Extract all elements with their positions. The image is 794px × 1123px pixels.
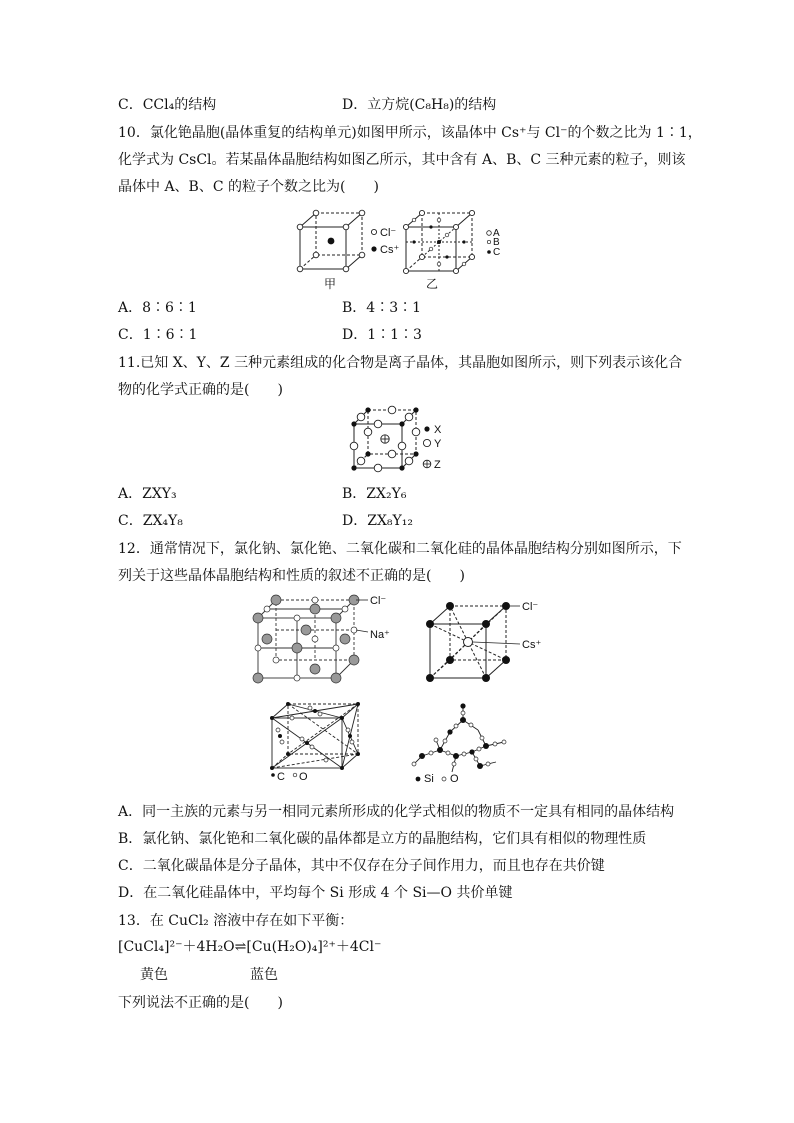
q12-option-b: B．氯化钠、氯化铯和二氧化碳的晶体都是立方的晶胞结构，它们具有相似的物理性质 [118, 831, 647, 847]
caption-jia: 甲 [324, 277, 337, 291]
q10-stem-line1: 10．氯化铯晶胞(晶体重复的结构单元)如图甲所示，该晶体中 Cs⁺与 Cl⁻的个数之比为 1∶1， [118, 125, 702, 141]
co2-legend-c-label: C [277, 771, 285, 783]
q10-stem-line2: 化学式为 CsCl。若某晶体晶胞结构如图乙所示，其中含有 A、B、C 三种元素的粒子，则该 [118, 152, 686, 168]
q11-option-b: B．ZX₂Y₆ [342, 486, 407, 502]
q10-option-a: A．8∶6∶1 [118, 300, 197, 316]
legend-cl-label: Cl⁻ [380, 227, 397, 239]
q11-stem-line2: 物的化学式正确的是( ) [118, 382, 283, 398]
cscl-cell-figure [418, 598, 534, 686]
q13-stem: 13．在 CuCl₂ 溶液中存在如下平衡： [118, 913, 354, 929]
legend-b-label: B [493, 237, 500, 248]
legend-c-label: C [493, 247, 501, 258]
q10-option-c: C．1∶6∶1 [118, 327, 198, 343]
nacl-cell-figure [250, 592, 370, 684]
q9-option-d: D．立方烷(C₈H₈)的结构 [342, 97, 497, 113]
q12-stem-line2: 列关于这些晶体晶胞结构和性质的叙述不正确的是( ) [118, 568, 465, 584]
q12-option-c: C．二氧化碳晶体是分子晶体，其中不仅存在分子间作用力，而且也存在共价键 [118, 858, 605, 874]
q11-option-c: C．ZX₄Y₈ [118, 513, 183, 529]
q13-color-left: 黄色 [140, 967, 168, 983]
xyz-cell-figure [346, 404, 426, 476]
q11-option-a: A．ZXY₃ [118, 486, 177, 502]
cscl-cl-label: Cl⁻ [522, 601, 539, 613]
q13-color-right: 蓝色 [250, 967, 278, 983]
abc-cell-figure-yi [398, 205, 508, 287]
q10-option-d: D．1∶1∶3 [342, 327, 422, 343]
caption-yi: 乙 [426, 277, 439, 291]
cscl-cs-label: Cs⁺ [522, 639, 542, 651]
q13-question: 下列说法不正确的是( ) [118, 995, 283, 1011]
sio2-legend-o-label: O [450, 773, 459, 785]
sio2-legend-si-label: Si [424, 773, 434, 785]
q11-option-d: D．ZX₈Y₁₂ [342, 513, 413, 529]
q12-option-a: A．同一主族的元素与另一相同元素所形成的化学式相似的物质不一定具有相同的晶体结构 [118, 804, 675, 820]
q12-option-d: D．在二氧化硅晶体中，平均每个 Si 形成 4 个 Si—O 共价单键 [118, 885, 513, 901]
nacl-cl-label: Cl⁻ [370, 595, 387, 607]
legend-a-label: A [493, 228, 500, 239]
legend-z-label: Z [434, 459, 441, 471]
legend-cs-label: Cs⁺ [380, 244, 400, 256]
q11-stem-line1: 11.已知 X、Y、Z 三种元素组成的化合物是离子晶体，其晶胞如图所示，则下列表示该化合 [118, 355, 683, 371]
q13-equation: [CuCl₄]²⁻＋4H₂O⇌[Cu(H₂O)₄]²⁺＋4Cl⁻ [118, 939, 382, 955]
legend-y-label: Y [434, 438, 442, 450]
legend-x-label: X [434, 424, 442, 436]
xyz-legend-symbols [421, 422, 433, 472]
co2-legend-o-label: O [299, 771, 308, 783]
q9-option-c: C．CCl₄的结构 [118, 97, 217, 113]
q10-option-b: B．4∶3∶1 [342, 300, 422, 316]
q12-stem-line1: 12．通常情况下，氯化钠、氯化铯、二氧化碳和二氧化硅的晶体晶胞结构分别如图所示，下 [118, 541, 682, 557]
q10-stem-line3: 晶体中 A、B、C 的粒子个数之比为( ) [118, 179, 379, 195]
nacl-na-label: Na⁺ [370, 629, 390, 641]
